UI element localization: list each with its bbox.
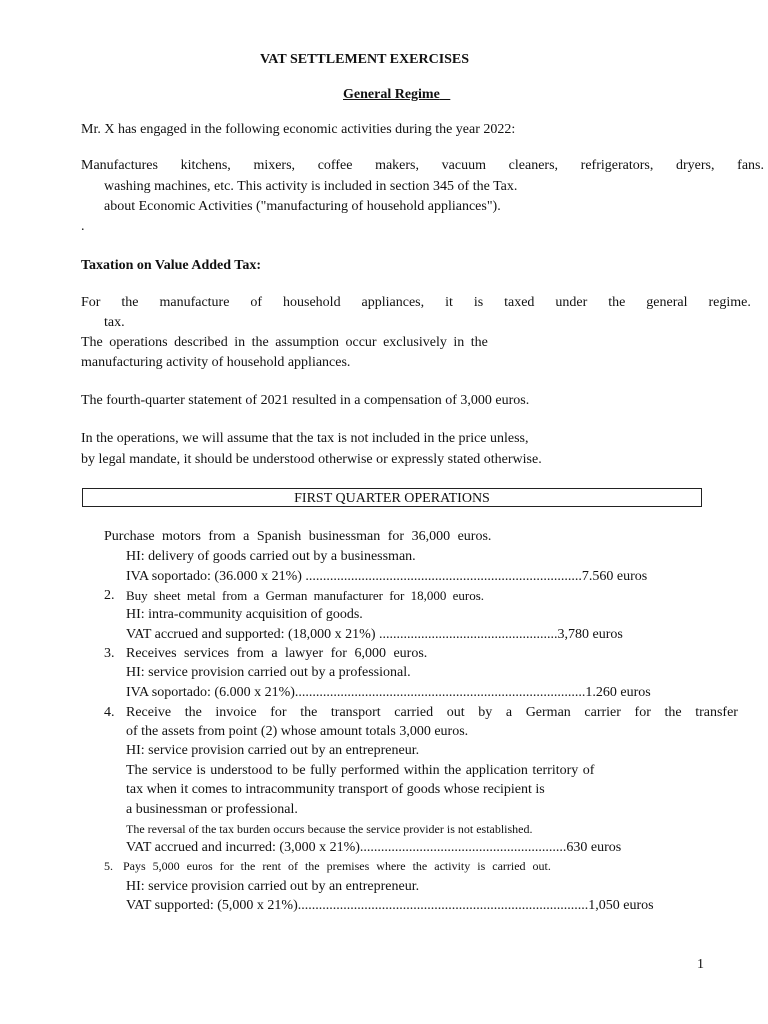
taxation-line-1 <box>81 296 751 310</box>
taxation-line-1-word: general <box>646 295 688 310</box>
operation-4-line-word: transport <box>330 705 381 720</box>
operation-2-hi: HI: intra-community acquisition of goods. <box>126 607 363 622</box>
operation-4-line <box>126 706 738 720</box>
operation-2-calc: VAT accrued and supported: (18,000 x 21%) ...................................................3,780 euros <box>126 627 623 642</box>
operation-5-number: 5. <box>104 859 113 873</box>
operation-4-calc: VAT accrued and incurred: (3,000 x 21%)...........................................................630 euros <box>126 840 622 855</box>
taxation-line-1-word: taxed <box>504 295 535 310</box>
activity-line-1-word: cleaners, <box>508 158 559 173</box>
operation-4-hi: HI: service provision carried out by an entrepreneur. <box>126 743 420 758</box>
operation-3-number: 3. <box>104 646 115 661</box>
taxation-line-1-word: regime. <box>708 295 751 310</box>
activity-line-3: about Economic Activities ("manufacturing of household appliances"). <box>104 199 501 214</box>
operation-4-number: 4. <box>104 705 115 720</box>
assumption-line-2: by legal mandate, it should be understood otherwise or expressly stated otherwise. <box>81 452 542 467</box>
page-number: 1 <box>697 957 704 972</box>
operation-4-line-word: transfer <box>695 705 738 720</box>
operation-5-hi: HI: service provision carried out by an entrepreneur. <box>126 879 420 894</box>
operation-3-line: Receives services from a lawyer for 6,000 euros. <box>126 646 428 661</box>
taxation-line-3: The operations described in the assumption occur exclusively in the <box>81 335 488 350</box>
operation-1-hi: HI: delivery of goods carried out by a businessman. <box>126 549 416 564</box>
activity-line-1-word: kitchens, <box>180 158 231 173</box>
operation-4-line-word: the <box>664 705 682 720</box>
taxation-line-4: manufacturing activity of household appliances. <box>81 355 351 370</box>
activity-line-1-word: mixers, <box>253 158 296 173</box>
section-box <box>82 488 702 507</box>
operation-4-line-word: the <box>184 705 202 720</box>
activity-line-1-word: refrigerators, <box>580 158 654 173</box>
operation-4-note-2: tax when it comes to intracommunity transport of goods whose recipient is <box>126 782 545 797</box>
page-title: VAT SETTLEMENT EXERCISES <box>260 52 470 67</box>
operation-3-calc: IVA soportado: (6.000 x 21%)...................................................................................1.260 euros <box>126 685 651 700</box>
page-subtitle: General Regime <box>343 87 440 102</box>
taxation-heading: Taxation on Value Added Tax: <box>81 258 262 273</box>
operation-4-note-1: The service is understood to be fully performed within the application territory of <box>126 763 595 778</box>
intro-text: Mr. X has engaged in the following economic activities during the year 2022: <box>81 122 516 137</box>
assumption-line-1: In the operations, we will assume that the tax is not included in the price unless, <box>81 431 529 446</box>
operation-4-line-word: invoice <box>215 705 257 720</box>
operation-4-line-word: by <box>478 705 493 720</box>
operation-4-line-word: Receive <box>126 705 172 720</box>
taxation-line-1-word: under <box>555 295 588 310</box>
activity-line-1-word: vacuum <box>441 158 486 173</box>
operation-5-calc: VAT supported: (5,000 x 21%)...................................................................................1,050 euros <box>126 898 654 913</box>
activity-line-1 <box>81 159 764 173</box>
activity-line-1-word: coffee <box>317 158 353 173</box>
operation-1-line: Purchase motors from a Spanish businessman for 36,000 euros. <box>104 529 492 544</box>
operation-4-line-2: of the assets from point (2) whose amount totals 3,000 euros. <box>126 724 469 739</box>
operation-4-note-3: a businessman or professional. <box>126 802 298 817</box>
taxation-line-2: tax. <box>104 315 125 330</box>
activity-line-1-word: makers, <box>375 158 420 173</box>
operation-4-line-word: for <box>634 705 651 720</box>
taxation-line-1-word: For <box>81 295 101 310</box>
operation-4-line-word: out <box>446 705 465 720</box>
taxation-line-1-word: manufacture <box>159 295 230 310</box>
operation-1-calc: IVA soportado: (36.000 x 21%) ...............................................................................7.560 euros <box>126 569 648 584</box>
taxation-line-1-word: the <box>121 295 139 310</box>
section-box-title: FIRST QUARTER OPERATIONS <box>294 491 490 506</box>
taxation-line-1-word: it <box>445 295 453 310</box>
operation-4-line-word: carried <box>394 705 434 720</box>
operation-4-reversal: The reversal of the tax burden occurs because the service provider is not established. <box>126 822 533 836</box>
compensation-text: The fourth-quarter statement of 2021 resulted in a compensation of 3,000 euros. <box>81 393 530 408</box>
activity-line-1-word: fans. <box>737 158 764 173</box>
activity-line-2: washing machines, etc. This activity is included in section 345 of the Tax. <box>104 179 518 194</box>
taxation-line-1-word: household <box>283 295 341 310</box>
taxation-line-1-word: of <box>250 295 263 310</box>
operation-2-line: Buy sheet metal from a German manufacturer for 18,000 euros. <box>126 588 485 603</box>
taxation-line-1-word: is <box>473 295 484 310</box>
operation-4-line-word: a <box>505 705 513 720</box>
activity-line-1-word: Manufactures <box>81 158 158 173</box>
operation-2-number: 2. <box>104 588 115 603</box>
activity-dot: . <box>81 219 85 234</box>
operation-4-line-word: carrier <box>584 705 621 720</box>
taxation-line-1-word: the <box>608 295 626 310</box>
taxation-line-1-word: appliances, <box>361 295 425 310</box>
operation-4-line-word: the <box>300 705 318 720</box>
operation-5-line: Pays 5,000 euros for the rent of the premises where the activity is carried out. <box>123 859 551 873</box>
activity-line-1-word: dryers, <box>676 158 715 173</box>
operation-4-line-word: German <box>525 705 571 720</box>
operation-3-hi: HI: service provision carried out by a professional. <box>126 665 411 680</box>
operation-4-line-word: for <box>270 705 287 720</box>
